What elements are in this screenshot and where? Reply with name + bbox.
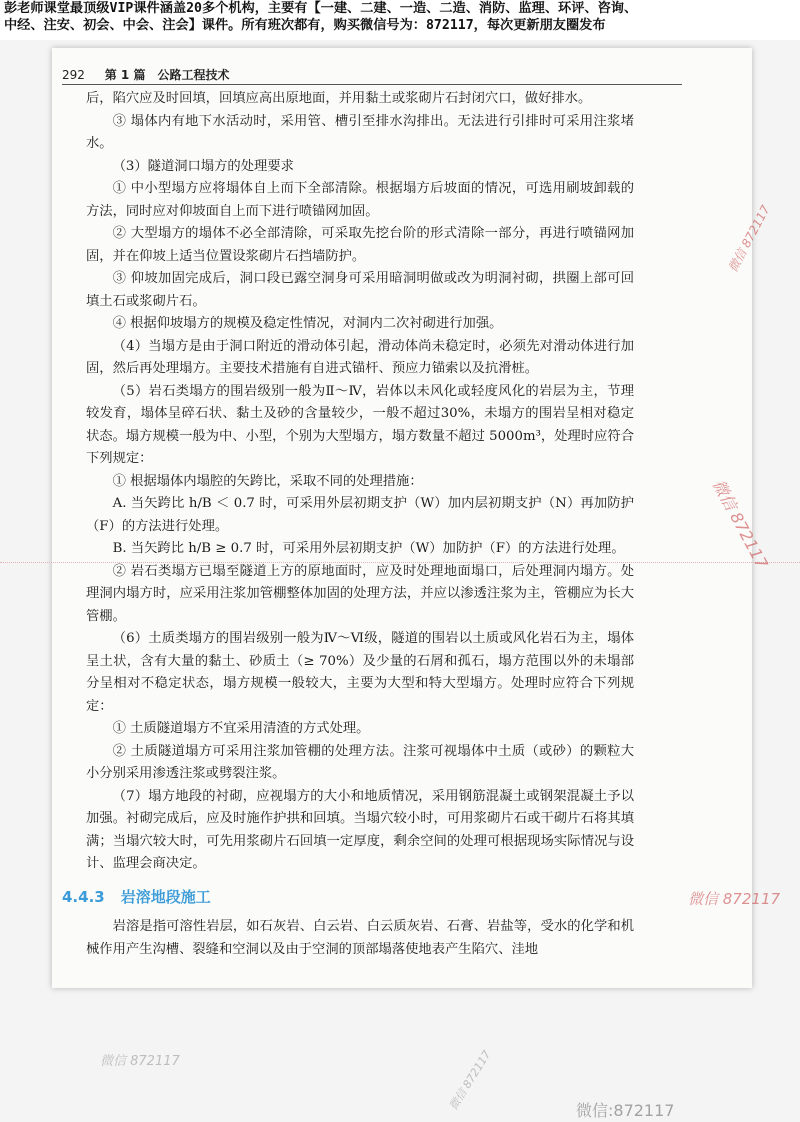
paragraph: ③ 塌体内有地下水活动时，采用管、槽引至排水沟排出。无法进行引排时可采用注浆堵水。 xyxy=(86,113,634,151)
paragraph: ① 中小型塌方应将塌体自上而下全部清除。根据塌方后坡面的情况，可选用刷坡卸载的方法，同时应对仰坡面自上而下进行喷锚网加固。 xyxy=(86,181,634,219)
watermark: 微信:872117 xyxy=(576,1101,675,1120)
watermark: 微信 872117 xyxy=(688,890,781,908)
paragraph: 后，陷穴应及时回填，回填应高出原地面，并用黏土或浆砌片石封闭穴口，做好排水。 xyxy=(86,91,592,106)
page-body xyxy=(62,88,634,961)
watermark: 微信 872117 xyxy=(708,476,772,572)
paragraph: ④ 根据仰坡塌方的规模及稳定性情况，对洞内二次衬砌进行加强。 xyxy=(112,316,503,331)
paragraph: （5）岩石类塌方的围岩级别一般为Ⅱ～Ⅳ，岩体以未风化或轻度风化的岩层为主，节理较发育，塌体呈碎石状、黏土及砂的含量较少，一般不超过30%，未塌方的围岩呈相对稳定状态。塌方规模一般为中、小型，个别为大型塌方，塌方数量不超过 5000m³，处理时应符合下列规定： xyxy=(86,383,634,466)
paragraph: （4）当塌方是由于洞口附近的滑动体引起，滑动体尚未稳定时，必须先对滑动体进行加固，然后再处理塌方。主要技术措施有自进式锚杆、预应力锚索以及抗滑桩。 xyxy=(86,338,634,376)
running-header xyxy=(62,66,642,83)
paragraph: ② 岩石类塌方已塌至隧道上方的原地面时，应及时处理地面塌口，后处理洞内塌方。处理洞内塌方时，应采用注浆加管棚整体加固的处理方法，并应以渗透注浆为主，管棚应为长大管棚。 xyxy=(86,563,634,624)
header-rule xyxy=(62,84,682,85)
watermark: 微信 872117 xyxy=(100,1054,180,1069)
paragraph: （7）塌方地段的衬砌，应视塌方的大小和地质情况，采用钢筋混凝土或钢架混凝土予以加强。衬砌完成后，应及时施作护拱和回填。当塌穴较小时，可用浆砌片石或干砌片石将其填满；当塌穴较大时，可先用浆砌片石回填一定厚度，剩余空间的处理可根据现场实际情况与设计、监理会商决定。 xyxy=(86,788,634,871)
paragraph: （6）土质类塌方的围岩级别一般为Ⅳ～Ⅵ级，隧道的围岩以土质或风化岩石为主，塌体呈土状，含有大量的黏土、砂质土（≥ 70%）及少量的石屑和孤石，塌方范围以外的未塌部分呈相对不稳定状态，塌方规模一般较大，主要为大型和特大型塌方。处理时应符合下列规定： xyxy=(86,631,634,714)
section-heading xyxy=(62,886,634,909)
dotted-divider xyxy=(0,562,800,563)
chapter-title: 第 1 篇 公路工程技术 xyxy=(104,68,230,82)
paragraph: ② 土质隧道塌方可采用注浆加管棚的处理方法。注浆可视塌体中土质（或砂）的颗粒大小分别采用渗透注浆或劈裂注浆。 xyxy=(86,743,634,781)
banner-line-1: 彭老师课堂最顶级VIP课件涵盖20多个机构，主要有【一建、二建、一造、二造、消防、监理、环评、咨询、 xyxy=(4,1,638,16)
paragraph: ② 大型塌方的塌体不必全部清除，可采取先挖台阶的形式清除一部分，再进行喷锚网加固，并在仰坡上适当位置设浆砌片石挡墙防护。 xyxy=(86,226,634,264)
subheading: （3）隧道洞口塌方的处理要求 xyxy=(112,158,294,174)
paragraph: 岩溶是指可溶性岩层，如石灰岩、白云岩、白云质灰岩、石膏、岩盐等，受水的化学和机械作用产生沟槽、裂缝和空洞以及由于空洞的顶部塌落使地表产生陷穴、洼地 xyxy=(86,919,634,957)
section-number: 4.4.3 xyxy=(62,887,105,906)
promo-banner xyxy=(0,0,800,40)
paragraph: ① 土质隧道塌方不宜采用清渣的方式处理。 xyxy=(112,721,370,736)
banner-line-2: 中经、注安、初会、中会、注会】课件。所有班次都有，购买微信号为：872117，每次更新朋友圈发布 xyxy=(4,18,606,33)
paragraph: ① 根据塌体内塌腔的矢跨比，采取不同的处理措施： xyxy=(112,473,423,489)
watermark: 微信 872117 xyxy=(446,1048,494,1113)
paragraph: B. 当矢跨比 h/B ≥ 0.7 时，可采用外层初期支护（W）加防护（F）的方法进行处理。 xyxy=(112,541,625,556)
paragraph: A. 当矢跨比 h/B ＜ 0.7 时，可采用外层初期支护（W）加内层初期支护（N）再加防护（F）的方法进行处理。 xyxy=(86,496,634,534)
paragraph: ③ 仰坡加固完成后，洞口段已露空洞身可采用暗洞明做或改为明洞衬砌，拱圈上部可回填土石或浆砌片石。 xyxy=(86,271,634,309)
section-title: 岩溶地段施工 xyxy=(120,887,211,906)
page-number: 292 xyxy=(62,68,85,82)
watermark: 微信 872117 xyxy=(725,202,773,275)
